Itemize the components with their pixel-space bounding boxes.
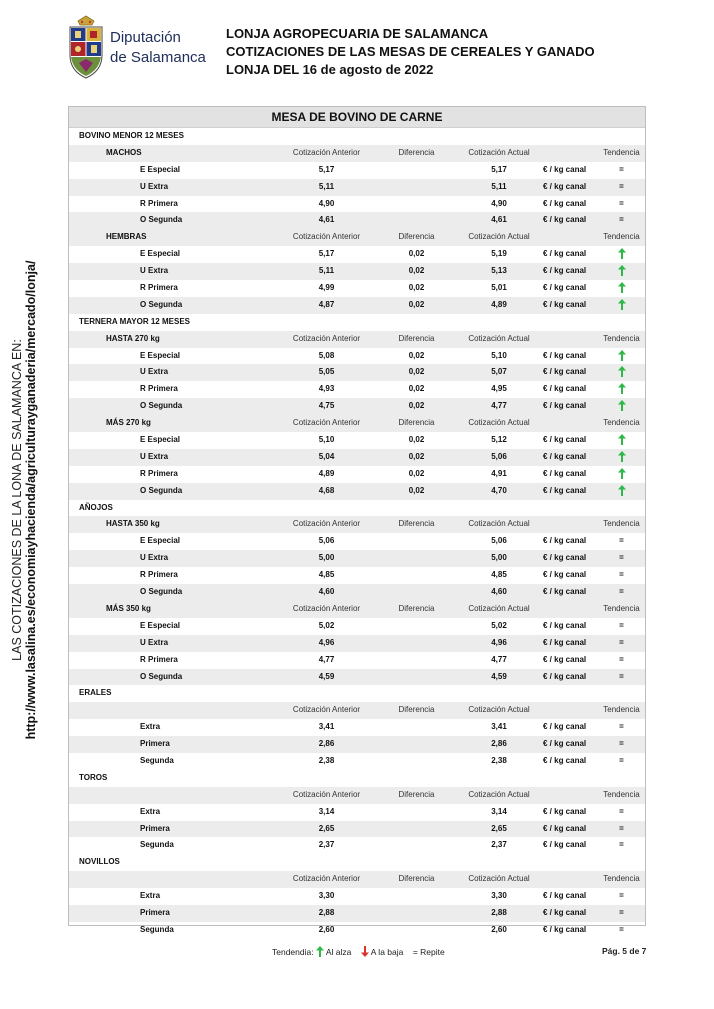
category-label: U Extra — [140, 637, 169, 647]
price-difference: 0,02 — [408, 451, 425, 461]
unit-label: € / kg canal — [543, 671, 587, 681]
price-previous: 3,30 — [318, 891, 335, 901]
unit-label: € / kg canal — [543, 249, 587, 259]
header-diferencia: Diferencia — [398, 874, 435, 884]
header-diferencia: Diferencia — [398, 418, 435, 428]
unit-label: € / kg canal — [543, 891, 587, 901]
column-header-row — [69, 331, 645, 348]
price-previous: 2,86 — [318, 739, 335, 749]
trend-up-icon — [599, 483, 644, 501]
price-difference: 0,02 — [408, 367, 425, 377]
unit-label: € / kg canal — [543, 654, 587, 664]
table-row — [69, 888, 645, 905]
header-diferencia: Diferencia — [398, 147, 435, 157]
price-current: 2,60 — [491, 924, 507, 934]
table-row — [69, 381, 645, 398]
side-note — [2, 220, 46, 780]
price-previous: 5,10 — [318, 435, 335, 445]
price-current: 4,59 — [491, 671, 507, 681]
table-row — [69, 584, 645, 601]
price-current: 2,88 — [491, 907, 507, 917]
header-actual: Cotización Actual — [468, 232, 530, 242]
unit-label: € / kg canal — [543, 587, 587, 597]
column-header-row — [69, 415, 645, 432]
header-anterior: Cotización Anterior — [292, 147, 361, 157]
price-previous: 4,60 — [318, 587, 335, 597]
price-previous: 5,00 — [318, 553, 335, 563]
price-previous: 2,60 — [318, 924, 335, 934]
group-label: MACHOS — [106, 147, 142, 157]
trend-up-icon — [599, 398, 644, 416]
logo-line-2: de Salamanca — [110, 49, 206, 66]
trend-up-icon — [599, 263, 644, 281]
price-previous: 5,06 — [318, 536, 335, 546]
header-tendencia: Tendencia — [603, 333, 640, 343]
price-difference: 0,02 — [408, 266, 425, 276]
side-note-line-1: LAS COTIZACIONES DE LA LONA DE SALAMANCA EN: — [10, 339, 24, 661]
price-current: 5,02 — [491, 620, 507, 630]
unit-label: € / kg canal — [543, 907, 587, 917]
header-line-3: LONJA DEL 16 de agosto de 2022 — [226, 62, 434, 77]
trend-value: = — [619, 620, 624, 630]
column-header-row — [69, 145, 645, 162]
price-previous: 4,87 — [318, 299, 335, 309]
category-label: E Especial — [140, 164, 181, 174]
table-row — [69, 263, 645, 280]
trend-value: = — [619, 823, 624, 833]
price-difference: 0,02 — [408, 283, 425, 293]
trend-value: = — [619, 570, 624, 580]
category-label: Segunda — [140, 755, 174, 765]
unit-label: € / kg canal — [543, 367, 587, 377]
trend-value: = — [619, 722, 624, 732]
category-label: U Extra — [140, 266, 169, 276]
price-previous: 5,05 — [318, 367, 335, 377]
price-current: 4,70 — [491, 485, 507, 495]
section-row — [69, 500, 645, 517]
price-current: 5,10 — [491, 350, 507, 360]
trend-value: = — [619, 637, 624, 647]
section-label: AÑOJOS — [79, 502, 113, 512]
table-row — [69, 348, 645, 365]
table-row — [69, 821, 645, 838]
unit-label: € / kg canal — [543, 435, 587, 445]
header-diferencia: Diferencia — [398, 603, 435, 613]
price-current: 5,11 — [491, 181, 507, 191]
trend-value: = — [619, 671, 624, 681]
trend-up-icon — [599, 246, 644, 264]
price-previous: 5,08 — [318, 350, 335, 360]
unit-label: € / kg canal — [543, 350, 587, 360]
category-label: R Primera — [140, 198, 178, 208]
category-label: U Extra — [140, 451, 169, 461]
table-row — [69, 196, 645, 213]
header-anterior: Cotización Anterior — [292, 519, 361, 529]
column-header-row — [69, 229, 645, 246]
section-row — [69, 314, 645, 331]
header-diferencia: Diferencia — [398, 232, 435, 242]
price-current: 5,17 — [491, 164, 507, 174]
legend-repeat-label: = Repite — [412, 947, 445, 957]
category-label: R Primera — [140, 654, 178, 664]
header-actual: Cotización Actual — [468, 519, 530, 529]
category-label: U Extra — [140, 553, 169, 563]
section-label: NOVILLOS — [79, 857, 120, 867]
header-line-2: COTIZACIONES DE LAS MESAS DE CEREALES Y GANADO — [226, 44, 595, 59]
table-row — [69, 905, 645, 922]
table-body — [69, 128, 645, 939]
table-row — [69, 432, 645, 449]
trend-value: = — [619, 907, 624, 917]
header-tendencia: Tendencia — [603, 705, 640, 715]
unit-label: € / kg canal — [543, 384, 587, 394]
trend-value: = — [619, 891, 624, 901]
category-label: E Especial — [140, 536, 181, 546]
price-current: 5,06 — [491, 451, 507, 461]
unit-label: € / kg canal — [543, 266, 587, 276]
legend-down-label: A la baja — [370, 947, 404, 957]
trend-value: = — [619, 181, 624, 191]
trend-legend — [272, 946, 445, 957]
category-label: O Segunda — [140, 485, 183, 495]
table-row — [69, 804, 645, 821]
unit-label: € / kg canal — [543, 570, 587, 580]
page-number: Pág. 5 de 7 — [602, 946, 647, 956]
header-tendencia: Tendencia — [603, 874, 640, 884]
column-header-row — [69, 702, 645, 719]
trend-value: = — [619, 164, 624, 174]
price-current: 4,61 — [491, 215, 507, 225]
category-label: R Primera — [140, 468, 178, 478]
price-current: 5,00 — [491, 553, 507, 563]
trend-value: = — [619, 654, 624, 664]
unit-label: € / kg canal — [543, 485, 587, 495]
logo-text — [110, 28, 206, 68]
header-tendencia: Tendencia — [603, 232, 640, 242]
category-label: O Segunda — [140, 587, 183, 597]
table-row — [69, 483, 645, 500]
price-difference: 0,02 — [408, 350, 425, 360]
price-previous: 4,75 — [318, 401, 335, 411]
price-previous: 5,17 — [318, 164, 335, 174]
price-current: 4,90 — [491, 198, 507, 208]
unit-label: € / kg canal — [543, 401, 587, 411]
price-difference: 0,02 — [408, 468, 425, 478]
side-note-url: http://www.lasalina.es/economiayhacienda/agriculturayganaderia/mercado/lonja/ — [24, 260, 38, 740]
trend-value: = — [619, 755, 624, 765]
header-anterior: Cotización Anterior — [292, 333, 361, 343]
unit-label: € / kg canal — [543, 299, 587, 309]
unit-label: € / kg canal — [543, 924, 587, 934]
header-actual: Cotización Actual — [468, 789, 530, 799]
unit-label: € / kg canal — [543, 164, 587, 174]
trend-up-icon — [599, 381, 644, 399]
table-row — [69, 922, 645, 939]
category-label: R Primera — [140, 570, 178, 580]
price-previous: 3,14 — [318, 806, 335, 816]
price-current: 4,77 — [491, 401, 507, 411]
section-row — [69, 770, 645, 787]
table-row — [69, 635, 645, 652]
header-actual: Cotización Actual — [468, 147, 530, 157]
unit-label: € / kg canal — [543, 620, 587, 630]
trend-up-icon — [599, 364, 644, 382]
table-row — [69, 280, 645, 297]
table-row — [69, 567, 645, 584]
header-actual: Cotización Actual — [468, 333, 530, 343]
header-tendencia: Tendencia — [603, 147, 640, 157]
table-row — [69, 669, 645, 686]
unit-label: € / kg canal — [543, 181, 587, 191]
price-previous: 4,68 — [318, 485, 335, 495]
table-row — [69, 364, 645, 381]
price-previous: 4,61 — [318, 215, 335, 225]
price-previous: 4,89 — [318, 468, 335, 478]
price-previous: 2,38 — [318, 755, 335, 765]
legend-label: Tendendia: — [272, 947, 314, 957]
category-label: E Especial — [140, 620, 181, 630]
price-current: 5,19 — [491, 249, 507, 259]
category-label: O Segunda — [140, 215, 183, 225]
trend-up-icon — [599, 348, 644, 366]
trend-value: = — [619, 198, 624, 208]
price-difference: 0,02 — [408, 485, 425, 495]
header-diferencia: Diferencia — [398, 705, 435, 715]
group-label: MÁS 270 kg — [106, 418, 151, 428]
section-label: ERALES — [79, 688, 112, 698]
trend-value: = — [619, 587, 624, 597]
header-diferencia: Diferencia — [398, 519, 435, 529]
section-label: BOVINO MENOR 12 MESES — [79, 131, 184, 140]
price-current: 2,86 — [491, 739, 507, 749]
category-label: O Segunda — [140, 299, 183, 309]
price-current: 5,06 — [491, 536, 507, 546]
section-label: TERNERA MAYOR 12 MESES — [79, 316, 190, 326]
category-label: E Especial — [140, 435, 181, 445]
category-label: Primera — [140, 907, 170, 917]
group-label: HEMBRAS — [106, 232, 147, 242]
price-table — [68, 106, 646, 934]
price-current: 5,01 — [491, 283, 507, 293]
price-current: 2,37 — [491, 840, 507, 850]
header-diferencia: Diferencia — [398, 333, 435, 343]
category-label: Extra — [140, 722, 161, 732]
trend-value: = — [619, 553, 624, 563]
section-row — [69, 685, 645, 702]
category-label: O Segunda — [140, 671, 183, 681]
price-difference: 0,02 — [408, 401, 425, 411]
table-row — [69, 652, 645, 669]
price-difference: 0,02 — [408, 249, 425, 259]
price-current: 4,96 — [491, 637, 507, 647]
trend-up-icon — [599, 280, 644, 298]
unit-label: € / kg canal — [543, 755, 587, 765]
unit-label: € / kg canal — [543, 536, 587, 546]
price-current: 4,85 — [491, 570, 507, 580]
table-row — [69, 162, 645, 179]
price-current: 4,95 — [491, 384, 507, 394]
table-row — [69, 736, 645, 753]
header-actual: Cotización Actual — [468, 874, 530, 884]
category-label: U Extra — [140, 367, 169, 377]
price-current: 2,65 — [491, 823, 507, 833]
category-label: Extra — [140, 806, 161, 816]
table-row — [69, 550, 645, 567]
logo-line-1: Diputación — [110, 29, 181, 46]
legend-up-label: Al alza — [325, 947, 352, 957]
section-row — [69, 854, 645, 871]
price-previous: 4,99 — [318, 283, 335, 293]
group-label: MÁS 350 kg — [106, 603, 151, 613]
table-row — [69, 449, 645, 466]
price-previous: 4,77 — [318, 654, 335, 664]
unit-label: € / kg canal — [543, 198, 587, 208]
price-difference: 0,02 — [408, 299, 425, 309]
header-actual: Cotización Actual — [468, 603, 530, 613]
category-label: U Extra — [140, 181, 169, 191]
price-difference: 0,02 — [408, 384, 425, 394]
table-row — [69, 212, 645, 229]
price-current: 4,89 — [491, 299, 507, 309]
trend-up-icon — [599, 297, 644, 315]
category-label: Segunda — [140, 840, 174, 850]
trend-value: = — [619, 739, 624, 749]
category-label: O Segunda — [140, 401, 183, 411]
unit-label: € / kg canal — [543, 215, 587, 225]
table-row — [69, 719, 645, 736]
header-line-1: LONJA AGROPECUARIA DE SALAMANCA — [226, 26, 489, 41]
price-previous: 5,11 — [318, 266, 335, 276]
price-current: 4,60 — [491, 587, 507, 597]
price-current: 5,13 — [491, 266, 507, 276]
table-row — [69, 246, 645, 263]
price-previous: 4,96 — [318, 637, 335, 647]
arrow-down-icon — [361, 946, 369, 957]
unit-label: € / kg canal — [543, 451, 587, 461]
category-label: E Especial — [140, 249, 181, 259]
header-anterior: Cotización Anterior — [292, 418, 361, 428]
price-previous: 4,85 — [318, 570, 335, 580]
table-title: MESA DE BOVINO DE CARNE — [69, 107, 645, 128]
unit-label: € / kg canal — [543, 283, 587, 293]
trend-up-icon — [599, 432, 644, 450]
unit-label: € / kg canal — [543, 739, 587, 749]
section-row — [69, 128, 645, 145]
section-label: TOROS — [79, 772, 108, 782]
category-label: R Primera — [140, 283, 178, 293]
page-header — [226, 25, 595, 79]
table-row — [69, 466, 645, 483]
price-previous: 5,04 — [318, 451, 335, 461]
price-previous: 4,93 — [318, 384, 335, 394]
price-previous: 5,11 — [318, 181, 335, 191]
trend-value: = — [619, 215, 624, 225]
unit-label: € / kg canal — [543, 840, 587, 850]
price-previous: 4,90 — [318, 198, 335, 208]
trend-value: = — [619, 806, 624, 816]
trend-value: = — [619, 536, 624, 546]
price-previous: 2,65 — [318, 823, 335, 833]
trend-up-icon — [599, 466, 644, 484]
category-label: E Especial — [140, 350, 181, 360]
column-header-row — [69, 787, 645, 804]
price-previous: 5,02 — [318, 620, 335, 630]
header-anterior: Cotización Anterior — [292, 705, 361, 715]
price-difference: 0,02 — [408, 435, 425, 445]
price-previous: 2,37 — [318, 840, 335, 850]
unit-label: € / kg canal — [543, 806, 587, 816]
header-diferencia: Diferencia — [398, 789, 435, 799]
header-actual: Cotización Actual — [468, 705, 530, 715]
table-row — [69, 533, 645, 550]
price-previous: 3,41 — [318, 722, 335, 732]
table-row — [69, 618, 645, 635]
group-label: HASTA 270 kg — [106, 333, 160, 343]
header-tendencia: Tendencia — [603, 418, 640, 428]
header-anterior: Cotización Anterior — [292, 874, 361, 884]
group-label: HASTA 350 kg — [106, 519, 160, 529]
price-current: 2,38 — [491, 755, 507, 765]
trend-up-icon — [599, 449, 644, 467]
unit-label: € / kg canal — [543, 468, 587, 478]
header-tendencia: Tendencia — [603, 789, 640, 799]
header-anterior: Cotización Anterior — [292, 232, 361, 242]
price-current: 5,07 — [491, 367, 507, 377]
category-label: Segunda — [140, 924, 174, 934]
header-anterior: Cotización Anterior — [292, 603, 361, 613]
price-previous: 2,88 — [318, 907, 335, 917]
unit-label: € / kg canal — [543, 553, 587, 563]
price-current: 3,30 — [491, 891, 507, 901]
header-anterior: Cotización Anterior — [292, 789, 361, 799]
category-label: Extra — [140, 891, 161, 901]
header-tendencia: Tendencia — [603, 603, 640, 613]
price-previous: 5,17 — [318, 249, 335, 259]
column-header-row — [69, 871, 645, 888]
category-label: R Primera — [140, 384, 178, 394]
column-header-row — [69, 601, 645, 618]
category-label: Primera — [140, 739, 170, 749]
coat-of-arms-icon — [66, 15, 106, 81]
trend-value: = — [619, 840, 624, 850]
price-current: 5,12 — [491, 435, 507, 445]
column-header-row — [69, 516, 645, 533]
price-current: 4,77 — [491, 654, 507, 664]
table-row — [69, 297, 645, 314]
trend-value: = — [619, 924, 624, 934]
price-current: 3,41 — [491, 722, 507, 732]
price-current: 3,14 — [491, 806, 507, 816]
unit-label: € / kg canal — [543, 823, 587, 833]
table-row — [69, 179, 645, 196]
unit-label: € / kg canal — [543, 722, 587, 732]
header-tendencia: Tendencia — [603, 519, 640, 529]
price-current: 4,91 — [491, 468, 507, 478]
unit-label: € / kg canal — [543, 637, 587, 647]
price-previous: 4,59 — [318, 671, 335, 681]
table-row — [69, 398, 645, 415]
arrow-up-icon — [316, 946, 324, 957]
category-label: Primera — [140, 823, 170, 833]
table-row — [69, 837, 645, 854]
header-actual: Cotización Actual — [468, 418, 530, 428]
table-row — [69, 753, 645, 770]
